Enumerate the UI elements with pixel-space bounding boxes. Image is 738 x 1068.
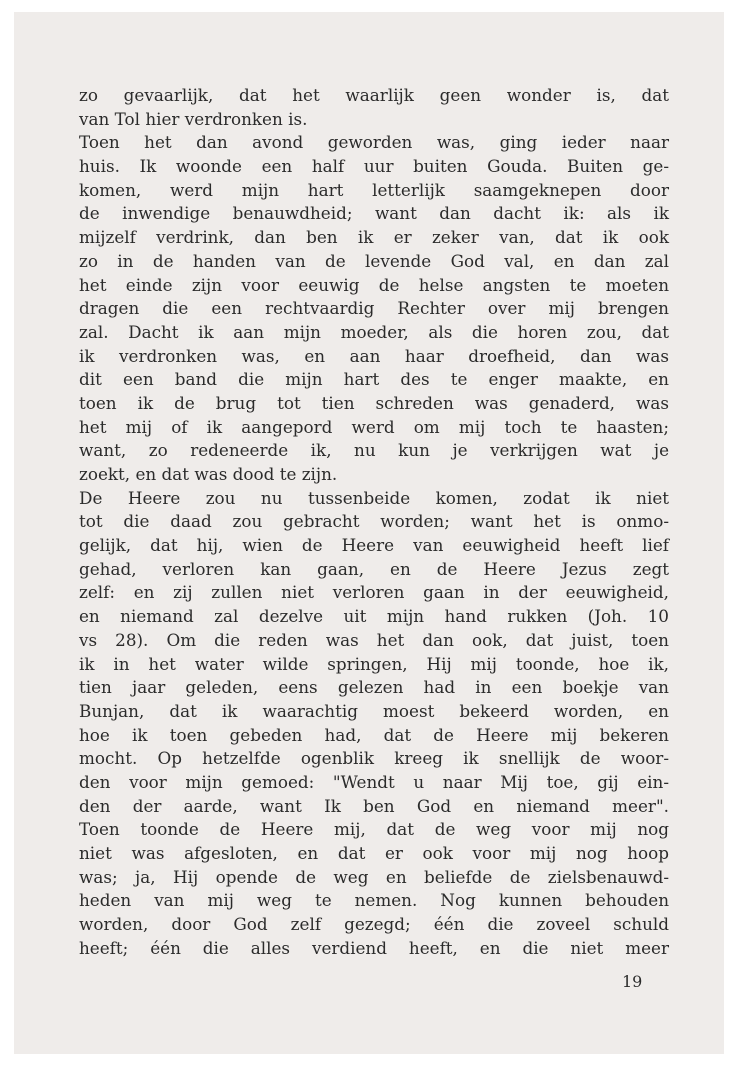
text-line: zo gevaarlijk, dat het waarlijk geen wonder is, dat (79, 85, 669, 105)
text-line: en niemand zal dezelve uit mijn hand rukken (Joh. 10 (79, 606, 669, 627)
text-line: tien jaar geleden, eens gelezen had in een boekje van (79, 677, 669, 698)
text-line: Toen toonde de Heere mij, dat de weg voor mij nog (79, 819, 669, 840)
text-line: zoekt, en dat was dood te zijn. (79, 464, 338, 484)
text-line: ik in het water wilde springen, Hij mij toonde, hoe ik, (79, 653, 669, 674)
text-line: het einde zijn voor eeuwig de helse angsten te moeten (79, 274, 669, 295)
text-line: Bunjan, dat ik waarachtig moest bekeerd worden, en (79, 700, 669, 721)
text-line: want, zo redeneerde ik, nu kun je verkrijgen wat je (79, 440, 669, 461)
body-text (79, 84, 669, 960)
text-line: komen, werd mijn hart letterlijk saamgeknepen door (79, 179, 669, 200)
text-line: heden van mij weg te nemen. Nog kunnen behouden (79, 890, 669, 911)
text-line: zal. Dacht ik aan mijn moeder, als die horen zou, dat (79, 321, 669, 342)
text-line: dit een band die mijn hart des te enger maakte, en (79, 369, 669, 390)
text-line: ik verdronken was, en aan haar droefheid, dan was (79, 345, 669, 366)
text-line: den der aarde, want Ik ben God en niemand meer". (79, 795, 669, 816)
text-line: mocht. Op hetzelfde ogenblik kreeg ik snellijk de woor- (79, 748, 669, 769)
text-line: zelf: en zij zullen niet verloren gaan in der eeuwigheid, (79, 582, 669, 603)
book-page (14, 12, 724, 1054)
text-line: worden, door God zelf gezegd; één die zoveel schuld (79, 914, 669, 935)
text-line: zo in de handen van de levende God val, en dan zal (79, 250, 669, 271)
text-line: was; ja, Hij opende de weg en beliefde de zielsbenauwd- (79, 866, 669, 887)
text-line: gehad, verloren kan gaan, en de Heere Jezus zegt (79, 558, 669, 579)
text-line: niet was afgesloten, en dat er ook voor mij nog hoop (79, 843, 669, 863)
text-line: het mij of ik aangepord werd om mij toch te haasten; (79, 416, 669, 437)
text-line: vs 28). Om die reden was het dan ook, dat juist, toen (79, 629, 669, 650)
text-line: huis. Ik woonde een half uur buiten Gouda. Buiten ge- (79, 156, 669, 177)
text-line: hoe ik toen gebeden had, dat de Heere mij bekeren (79, 724, 669, 745)
text-line: De Heere zou nu tussenbeide komen, zodat ik niet (79, 487, 669, 508)
text-line: heeft; één die alles verdiend heeft, en die niet meer (79, 937, 669, 958)
text-line: gelijk, dat hij, wien de Heere van eeuwigheid heeft lief (79, 535, 669, 556)
text-line: mijzelf verdrink, dan ben ik er zeker van, dat ik ook (79, 227, 669, 248)
text-line: den voor mijn gemoed: "Wendt u naar Mij toe, gij ein- (79, 771, 669, 792)
text-line: dragen die een rechtvaardig Rechter over mij brengen (79, 298, 669, 319)
text-line: toen ik de brug tot tien schreden was genaderd, was (79, 392, 669, 413)
page-number: 19 (622, 972, 643, 991)
text-line: tot die daad zou gebracht worden; want het is onmo- (79, 511, 669, 532)
text-line: van Tol hier verdronken is. (79, 108, 308, 129)
text-line: Toen het dan avond geworden was, ging ieder naar (79, 132, 669, 153)
text-line: de inwendige benauwdheid; want dan dacht ik: als ik (79, 203, 669, 224)
